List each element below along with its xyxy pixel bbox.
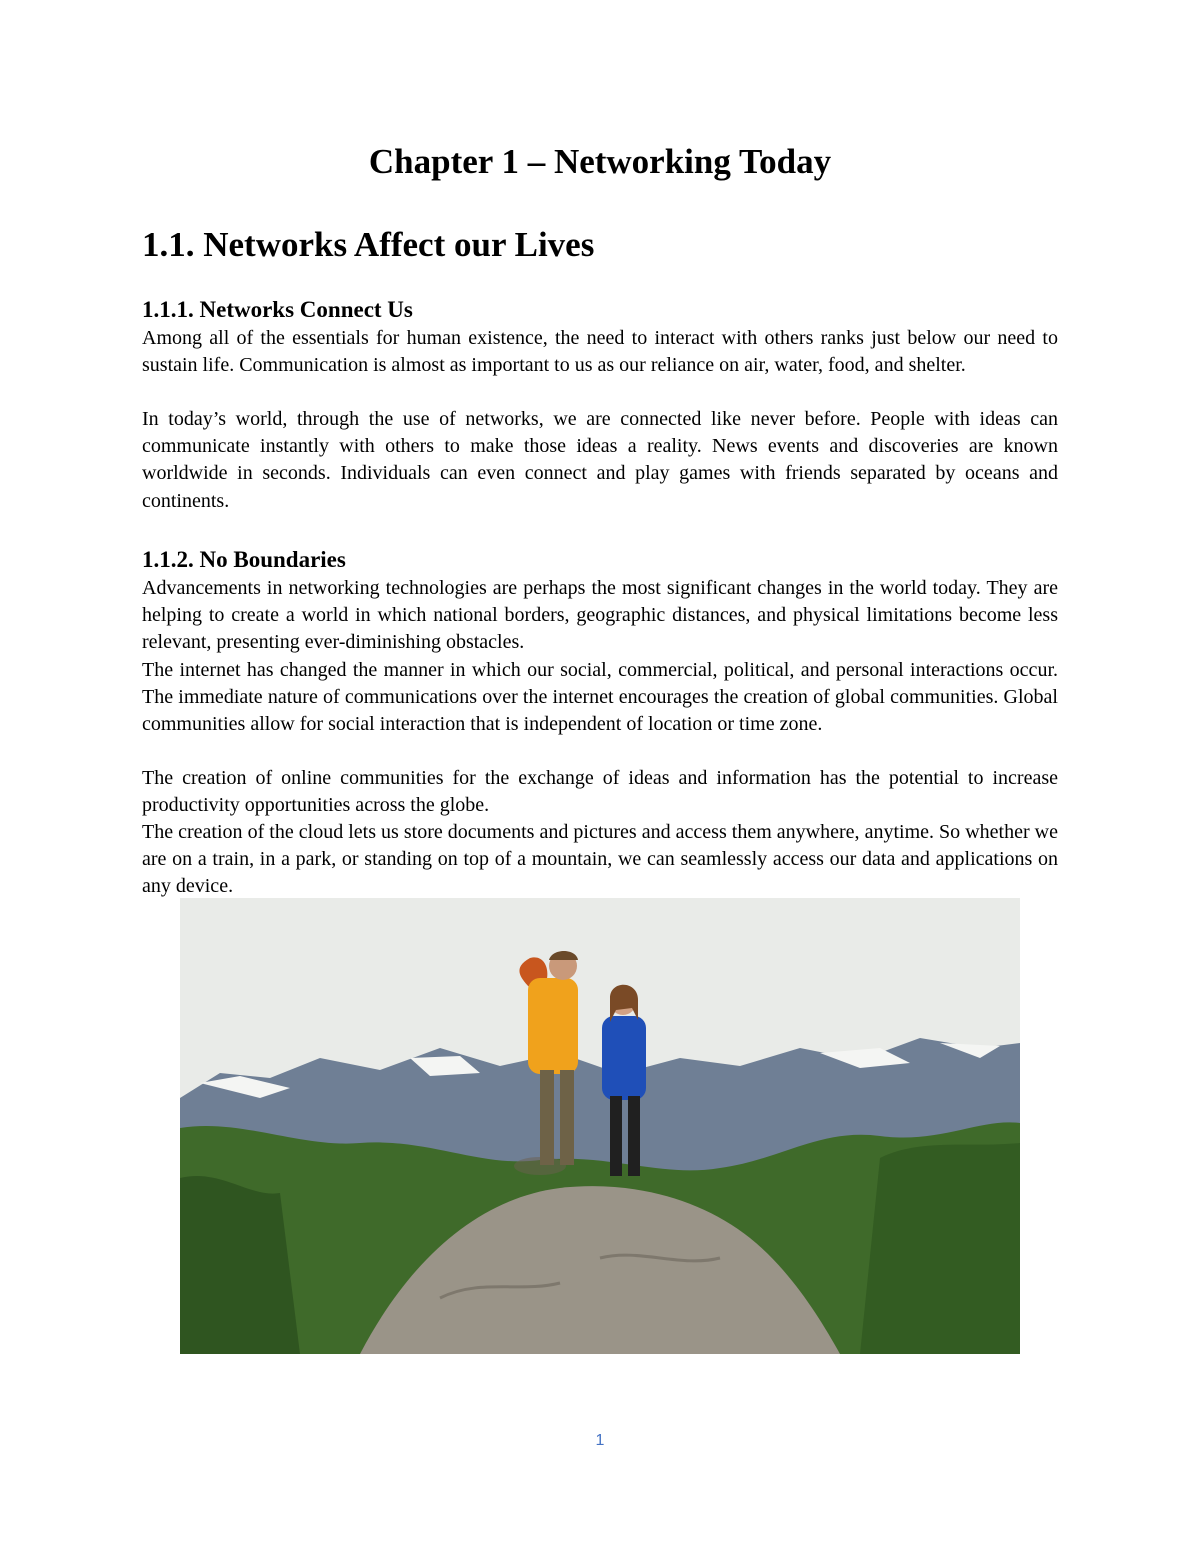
subsection-title-no-boundaries: 1.1.2. No Boundaries: [142, 547, 346, 572]
paragraph: In today’s world, through the use of networks, we are connected like never before. People with ideas can communicate instantly with others to make those ideas a reality. News events and discoveries are known worldwide in seconds. Individuals can even connect and play games with friends separated by oceans and continents.: [142, 408, 1058, 512]
paragraph: Advancements in networking technologies are perhaps the most significant changes in the world today. They are helping to create a world in which national borders, geographic distances, and physical limitations become less relevant, presenting ever-diminishing obstacles.: [142, 577, 1058, 654]
trees-right: [860, 1143, 1020, 1354]
blue-jacket: [602, 1016, 646, 1100]
paragraph: Among all of the essentials for human existence, the need to interact with others ranks just below our need to sustain life. Communication is almost as important to us as our reliance on air, water, food, and shelter.: [142, 327, 1058, 377]
chapter-title: Chapter 1 – Networking Today: [368, 142, 832, 181]
subsection-title-networks-connect-us: 1.1.1. Networks Connect Us: [142, 297, 413, 322]
page-number: 1: [595, 1432, 605, 1449]
hikers-mountain-photo: [180, 898, 1020, 1354]
section-title: 1.1. Networks Affect our Lives: [142, 225, 595, 264]
yellow-jacket: [528, 978, 578, 1074]
paragraph: The internet has changed the manner in which our social, commercial, political, and personal interactions occur. The immediate nature of communications over the internet encourages the creation of global communities. Global communities allow for social interaction that is independent of location or time zone.: [142, 659, 1058, 736]
paragraph: The creation of online communities for the exchange of ideas and information has the potential to increase productivity opportunities across the globe.: [142, 767, 1058, 817]
paragraph: The creation of the cloud lets us store documents and pictures and access them anywhere, anytime. So whether we are on a train, in a park, or standing on top of a mountain, we can seamlessly access our data and applications on any device.: [142, 821, 1058, 898]
